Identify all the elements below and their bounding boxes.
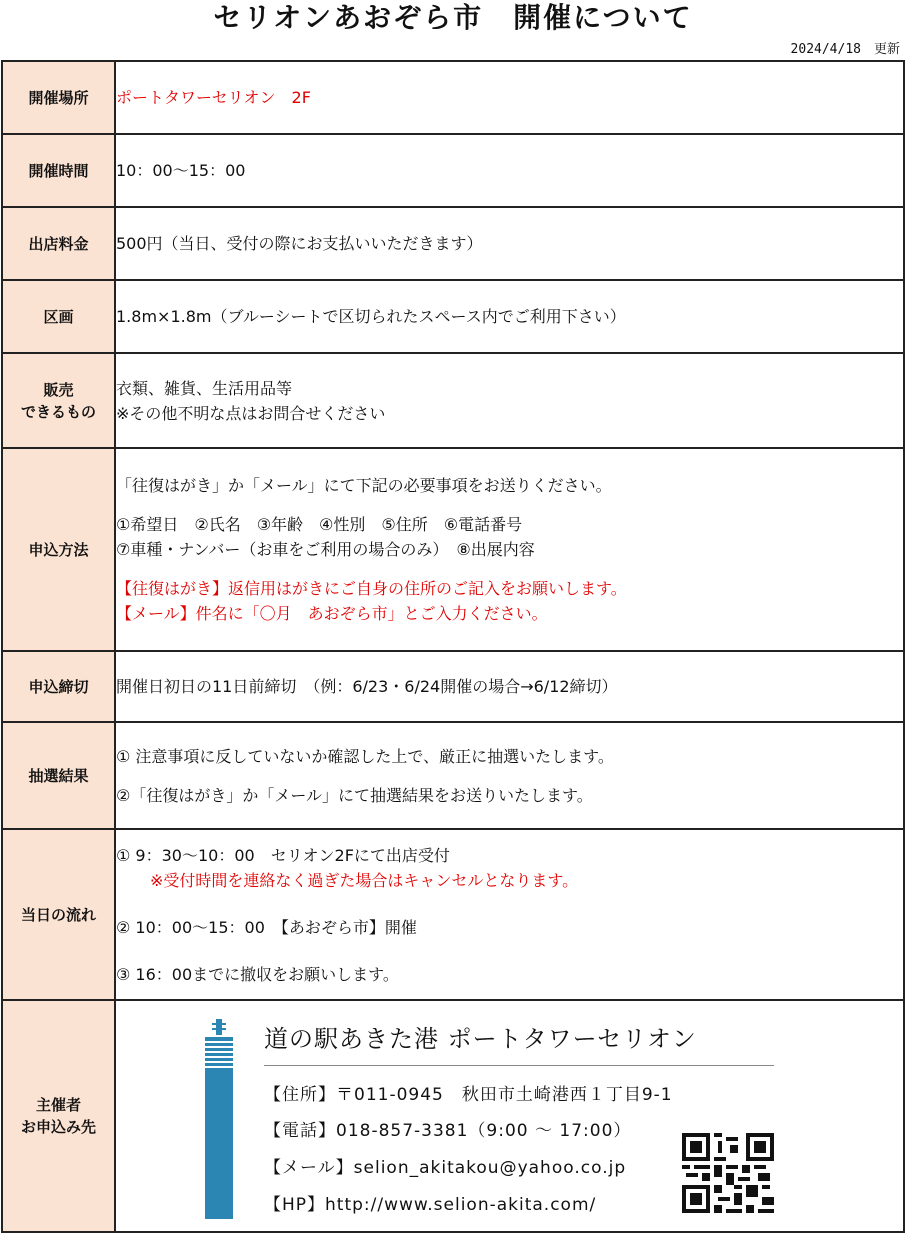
venue-value: ポートタワーセリオン 2F xyxy=(115,61,904,134)
row-time xyxy=(2,134,904,207)
contact-mail[interactable]: 【メール】selion_akitakou@yahoo.co.jp xyxy=(264,1158,627,1178)
organizer-divider xyxy=(264,1065,774,1066)
contact-label xyxy=(2,1000,115,1232)
items-label-line-2: できるもの xyxy=(20,402,96,421)
time-label: 開催時間 xyxy=(2,134,115,207)
section-label: 区画 xyxy=(2,280,115,353)
tower-logo-icon xyxy=(203,1019,235,1219)
row-section xyxy=(2,280,904,353)
fee-value: 500円（当日、受付の際にお支払いいただきます） xyxy=(115,207,904,280)
apply-label: 申込方法 xyxy=(2,448,115,651)
apply-note-mail: 【メール】件名に「〇月 あおぞら市」とご入力ください。 xyxy=(116,604,548,623)
lottery-label: 抽選結果 xyxy=(2,722,115,829)
contact-address: 【住所】〒011-0945 秋田市土崎港西１丁目9-1 xyxy=(264,1085,673,1105)
lottery-value xyxy=(115,722,904,829)
apply-fields-2: ⑦車種・ナンバー（お車をご利用の場合のみ） ⑧出展内容 xyxy=(116,540,535,559)
flow-line-1: ① 9：30～10：00 セリオン2Fにて出店受付 xyxy=(116,845,450,865)
row-fee xyxy=(2,207,904,280)
page-title: セリオンあおぞら市 開催について xyxy=(213,1,693,34)
contact-value xyxy=(115,1000,904,1232)
qr-code-icon xyxy=(682,1133,774,1213)
fee-label: 出店料金 xyxy=(2,207,115,280)
flow-line-3: ③ 16：00までに撤収をお願いします。 xyxy=(116,964,399,984)
flow-label: 当日の流れ xyxy=(2,829,115,1000)
items-label xyxy=(2,353,115,448)
deadline-label: 申込締切 xyxy=(2,651,115,722)
apply-intro: 「往復はがき」か「メール」にて下記の必要事項をお送りください。 xyxy=(116,476,612,495)
flow-line-1-note: ※受付時間を連絡なく過ぎた場合はキャンセルとなります。 xyxy=(150,870,579,890)
organizer-name: 道の駅あきた港 ポートタワーセリオン xyxy=(264,1025,697,1053)
venue-label: 開催場所 xyxy=(2,61,115,134)
contact-label-line-1: 主催者 xyxy=(35,1096,81,1114)
lottery-line-1: ① 注意事項に反していないか確認した上で、厳正に抽選いたします。 xyxy=(116,746,614,766)
flow-value xyxy=(115,829,904,1000)
row-deadline xyxy=(2,651,904,722)
deadline-value: 開催日初日の11日前締切 （例：6/23・6/24開催の場合→6/12締切） xyxy=(115,651,904,722)
lottery-line-2: ②「往復はがき」か「メール」にて抽選結果をお送りいたします。 xyxy=(116,785,593,805)
items-value xyxy=(115,353,904,448)
items-line-1: 衣類、雑貨、生活用品等 xyxy=(116,378,293,398)
section-value: 1.8m×1.8m（ブルーシートで区切られたスペース内でご利用下さい） xyxy=(115,280,904,353)
items-line-2: ※その他不明な点はお問合せください xyxy=(116,403,386,423)
row-venue xyxy=(2,61,904,134)
apply-value xyxy=(115,448,904,651)
contact-homepage-link[interactable]: 【HP】http://www.selion-akita.com/ xyxy=(264,1195,597,1215)
row-lottery xyxy=(2,722,904,829)
flow-line-2: ② 10：00～15：00 【あおぞら市】開催 xyxy=(116,917,417,937)
info-table xyxy=(1,60,905,1233)
time-value: 10：00～15：00 xyxy=(115,134,904,207)
row-items xyxy=(2,353,904,448)
apply-note-postcard: 【往復はがき】返信用はがきにご自身の住所のご記入をお願いします。 xyxy=(116,579,627,598)
contact-phone: 【電話】018-857-3381（9:00 ～ 17:00） xyxy=(264,1121,632,1141)
row-flow xyxy=(2,829,904,1000)
apply-fields-1: ①希望日 ②氏名 ③年齢 ④性別 ⑤住所 ⑥電話番号 xyxy=(116,515,523,534)
contact-label-line-2: お申込み先 xyxy=(20,1118,96,1136)
row-contact xyxy=(2,1000,904,1232)
row-apply xyxy=(2,448,904,651)
items-label-line-1: 販売 xyxy=(43,380,74,399)
updated-date: 2024/4/18 更新 xyxy=(790,42,900,57)
